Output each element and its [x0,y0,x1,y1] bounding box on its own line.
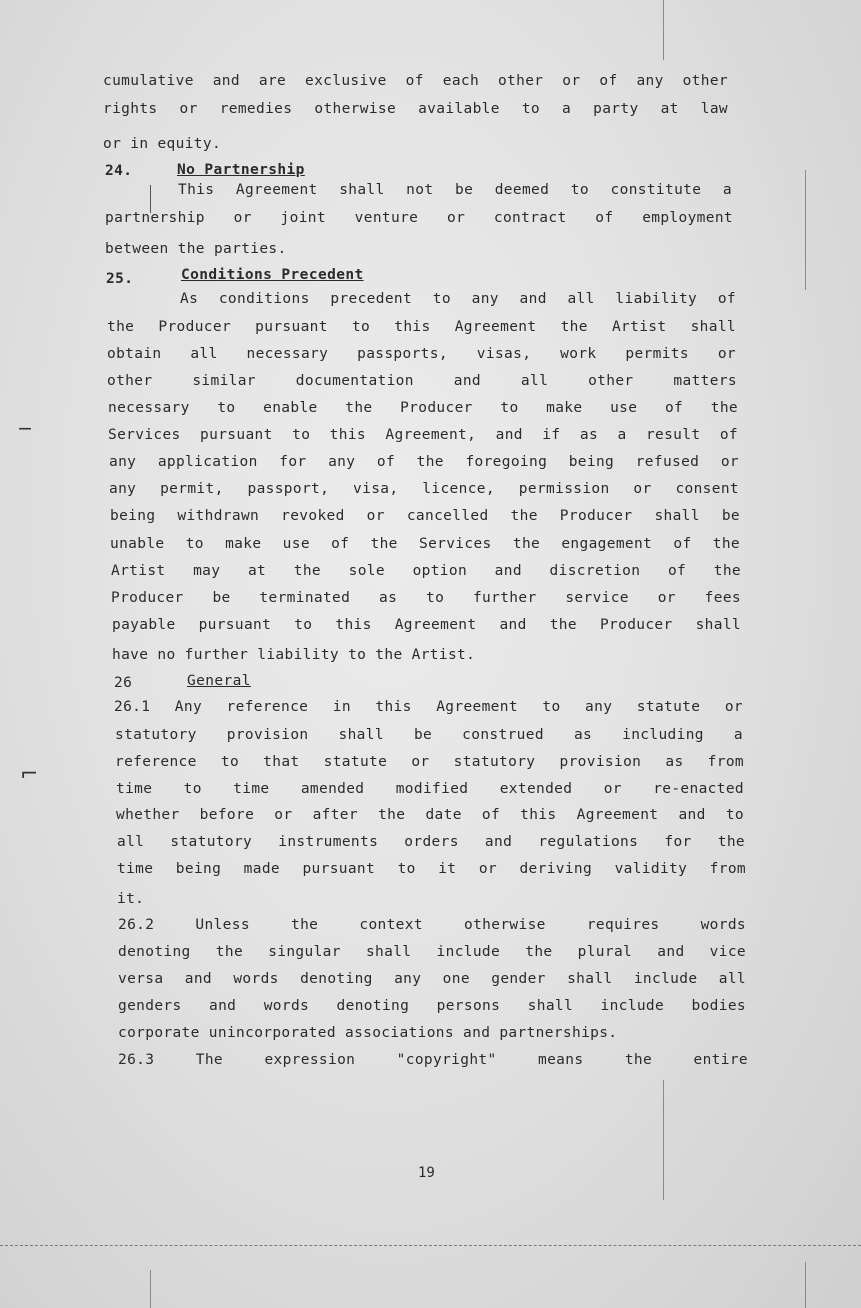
scan-mark [663,0,664,60]
text-line: rights or remedies otherwise available to a party at law [103,101,728,117]
text-line: corporate unincorporated associations and partnerships. [118,1025,618,1041]
margin-mark: ⌐ [20,762,39,787]
text-line: Artist may at the sole option and discretion of the [111,563,741,579]
section-title: General [187,673,251,689]
section-title: Conditions Precedent [181,267,364,283]
text-line: 26.2 Unless the context otherwise requires words [118,917,746,933]
text-line: have no further liability to the Artist. [112,647,476,663]
section-number: 26 [114,675,133,691]
text-line: time being made pursuant to it or deriving validity from [117,861,746,877]
scan-mark [663,1080,664,1200]
text-line: any application for any of the foregoing being refused or [109,454,739,470]
margin-mark: ‒ [18,416,32,441]
section-number: 24. [105,163,133,179]
text-line: genders and words denoting persons shall include bodies [118,998,746,1014]
scan-mark [805,1262,806,1308]
text-line: unable to make use of the Services the engagement of the [110,536,740,552]
text-line: Producer be terminated as to further service or fees [111,590,741,606]
section-title: No Partnership [177,162,305,178]
text-line: it. [117,891,145,907]
text-line: 26.1 Any reference in this Agreement to any statute or [114,699,743,715]
text-line: or in equity. [103,136,222,152]
text-line: obtain all necessary passports, visas, work permits or [107,346,736,362]
text-line: Services pursuant to this Agreement, and if as a result of [108,427,738,443]
section-number: 25. [106,271,134,287]
text-line: necessary to enable the Producer to make use of the [108,400,738,416]
page-number: 19 [418,1165,435,1181]
text-line: the Producer pursuant to this Agreement the Artist shall [107,319,736,335]
scan-mark [805,170,806,290]
text-line: 26.3 The expression "copyright" means the entire [118,1052,748,1068]
text-line: payable pursuant to this Agreement and the Producer shall [112,617,741,633]
scan-mark [150,1270,151,1308]
text-line: time to time amended modified extended or re-enacted [116,781,744,797]
text-line: cumulative and are exclusive of each other or of any other [103,73,728,89]
text-line: reference to that statute or statutory provision as from [115,754,744,770]
page-separator [0,1245,861,1246]
text-line: As conditions precedent to any and all liability of [180,291,736,307]
text-line: whether before or after the date of this Agreement and to [116,807,744,823]
text-line: partnership or joint venture or contract of employment [105,210,733,226]
text-line: other similar documentation and all other matters [107,373,737,389]
text-line: any permit, passport, visa, licence, permission or consent [109,481,739,497]
text-line: between the parties. [105,241,287,257]
text-line: denoting the singular shall include the plural and vice [118,944,746,960]
text-line: versa and words denoting any one gender shall include all [118,971,746,987]
text-line: This Agreement shall not be deemed to constitute a [178,182,732,198]
text-line: statutory provision shall be construed as including a [115,727,743,743]
text-line: all statutory instruments orders and regulations for the [117,834,745,850]
text-line: being withdrawn revoked or cancelled the Producer shall be [110,508,740,524]
